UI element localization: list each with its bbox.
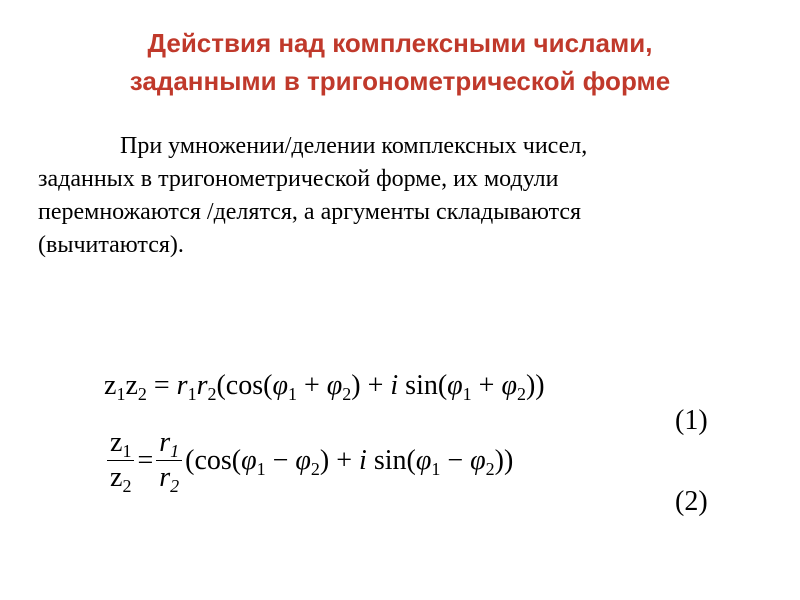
paragraph-line-3: перемножаются /делятся, а аргументы складываются: [38, 199, 582, 225]
z2-subscript: 2: [122, 476, 132, 496]
phi1-subscript: 1: [287, 384, 297, 404]
phi1-subscript: 1: [256, 458, 266, 479]
z2-symbol: z: [110, 462, 123, 493]
paragraph-line-1: При умножении/делении комплексных чисел,: [120, 133, 588, 159]
r-fraction-numerator: [156, 426, 182, 461]
paragraph-line-4: (вычитаются).: [38, 232, 184, 258]
z-fraction-numerator: [107, 426, 134, 461]
z1-symbol: z: [110, 427, 123, 458]
explanation-paragraph: [38, 130, 778, 262]
r1-subscript: 1: [187, 384, 197, 404]
close-parens: )): [494, 444, 514, 476]
z1-subscript: 1: [122, 441, 132, 461]
imaginary-unit: i: [359, 444, 367, 476]
r1-symbol: r: [176, 370, 188, 401]
division-formula: [104, 426, 513, 495]
z2-subscript: 2: [137, 384, 147, 404]
phi4-symbol: φ: [470, 444, 486, 476]
cos-open: (cos(: [216, 370, 273, 401]
r1-symbol: r: [159, 427, 171, 458]
sin-open: sin(: [398, 370, 448, 401]
r2-symbol: r: [159, 462, 171, 493]
r-fraction: [156, 426, 182, 495]
phi2-symbol: φ: [326, 370, 343, 401]
r2-subscript: 2: [170, 476, 180, 496]
z2-symbol: z: [125, 370, 138, 401]
phi1-symbol: φ: [272, 370, 288, 401]
minus-sign-1: −: [265, 444, 296, 476]
z-fraction-denominator: [107, 461, 134, 495]
equation-number-2: (2): [675, 486, 708, 517]
equals-sign: =: [146, 370, 177, 401]
r2-subscript: 2: [207, 384, 217, 404]
phi3-symbol: φ: [447, 370, 463, 401]
multiplication-formula: [104, 366, 545, 406]
phi2-symbol: φ: [295, 444, 311, 476]
phi1-symbol: φ: [241, 444, 257, 476]
phi4-subscript: 2: [516, 384, 526, 404]
plus-sign-1: +: [296, 370, 327, 401]
r2-symbol: r: [196, 370, 208, 401]
phi2-subscript: 2: [310, 458, 320, 479]
title-line-1: Действия над комплексными числами,: [147, 28, 653, 58]
paragraph-line-2: заданных в тригонометрической форме, их модули: [38, 166, 559, 192]
minus-sign-2: −: [440, 444, 471, 476]
phi3-subscript: 1: [431, 458, 441, 479]
phi4-subscript: 2: [485, 458, 495, 479]
equation-number-1: (1): [675, 405, 708, 436]
z1-symbol: z: [104, 370, 117, 401]
phi3-symbol: φ: [415, 444, 432, 476]
r1-subscript: 1: [170, 441, 180, 461]
title-line-2: заданными в тригонометрической форме: [129, 66, 671, 96]
mid-operator: ) +: [319, 444, 360, 476]
phi4-symbol: φ: [501, 370, 517, 401]
equals-sign: =: [137, 444, 154, 476]
phi2-subscript: 2: [342, 384, 352, 404]
z1-subscript: 1: [116, 384, 126, 404]
imaginary-unit: i: [390, 370, 399, 401]
cos-open: (cos(: [185, 444, 242, 476]
slide-title: [0, 24, 800, 100]
sin-open: sin(: [366, 444, 416, 476]
close-parens: )): [525, 370, 545, 401]
phi3-subscript: 1: [462, 384, 472, 404]
division-formula-tail: [185, 441, 513, 481]
mid-operator: ) +: [351, 370, 391, 401]
z-fraction: [107, 426, 134, 495]
r-fraction-denominator: [156, 461, 182, 495]
plus-sign-2: +: [471, 370, 502, 401]
